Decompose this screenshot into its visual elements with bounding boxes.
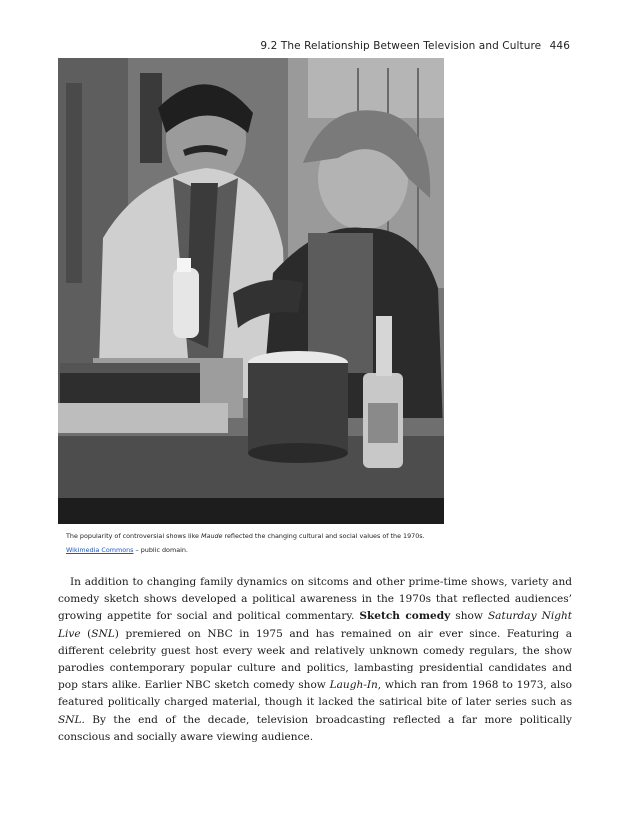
paragraph-text: show: [450, 610, 488, 623]
show-title-snl: Saturday Night Live: [58, 610, 572, 640]
body-paragraph: [58, 574, 572, 746]
wikimedia-commons-link[interactable]: Wikimedia Commons: [66, 546, 134, 554]
section-title: 9.2 The Relationship Between Television and Culture: [260, 40, 542, 52]
maude-photo: [58, 58, 444, 524]
paragraph-text: In addition to changing family dynamics on sitcoms and other prime-time shows, variety and comedy sketch shows developed a political awareness in the 1970s that reflected audiences’ growing appetite for social and political commentary.: [58, 576, 572, 623]
paragraph-text: ) premiered on NBC in 1975 and has remained on air ever since. Featuring a different celebrity guest host every week and relatively unknown comedy regulars, the show parodies contemporary popular culture and politics, lambasting presidential candidates and pop stars alike. Earlier NBC sketch comedy show: [58, 627, 572, 692]
paragraph-text: (: [80, 627, 92, 640]
show-abbr-snl: SNL: [91, 627, 115, 640]
caption-text-start: The popularity of controversial shows like: [66, 532, 202, 540]
show-abbr-snl-2: SNL: [58, 713, 82, 726]
paragraph-text: . By the end of the decade, television broadcasting reflected a far more politically conscious and socially aware viewing audience.: [58, 713, 572, 743]
key-term-sketch-comedy: Sketch comedy: [359, 610, 451, 623]
page-number: 446: [549, 40, 570, 52]
figure-caption: [66, 532, 486, 540]
paragraph-text: , which ran from 1968 to 1973, also featured politically charged material, though it lacked the satirical bite of later series such as: [58, 679, 572, 709]
credit-license: – public domain.: [133, 546, 188, 554]
running-header: [260, 40, 570, 52]
show-title-laugh-in: Laugh-In: [329, 679, 378, 692]
caption-text-end: reflected the changing cultural and social values of the 1970s.: [222, 532, 425, 540]
figure-credit: [66, 546, 188, 554]
caption-show-title: Maude: [201, 532, 223, 540]
